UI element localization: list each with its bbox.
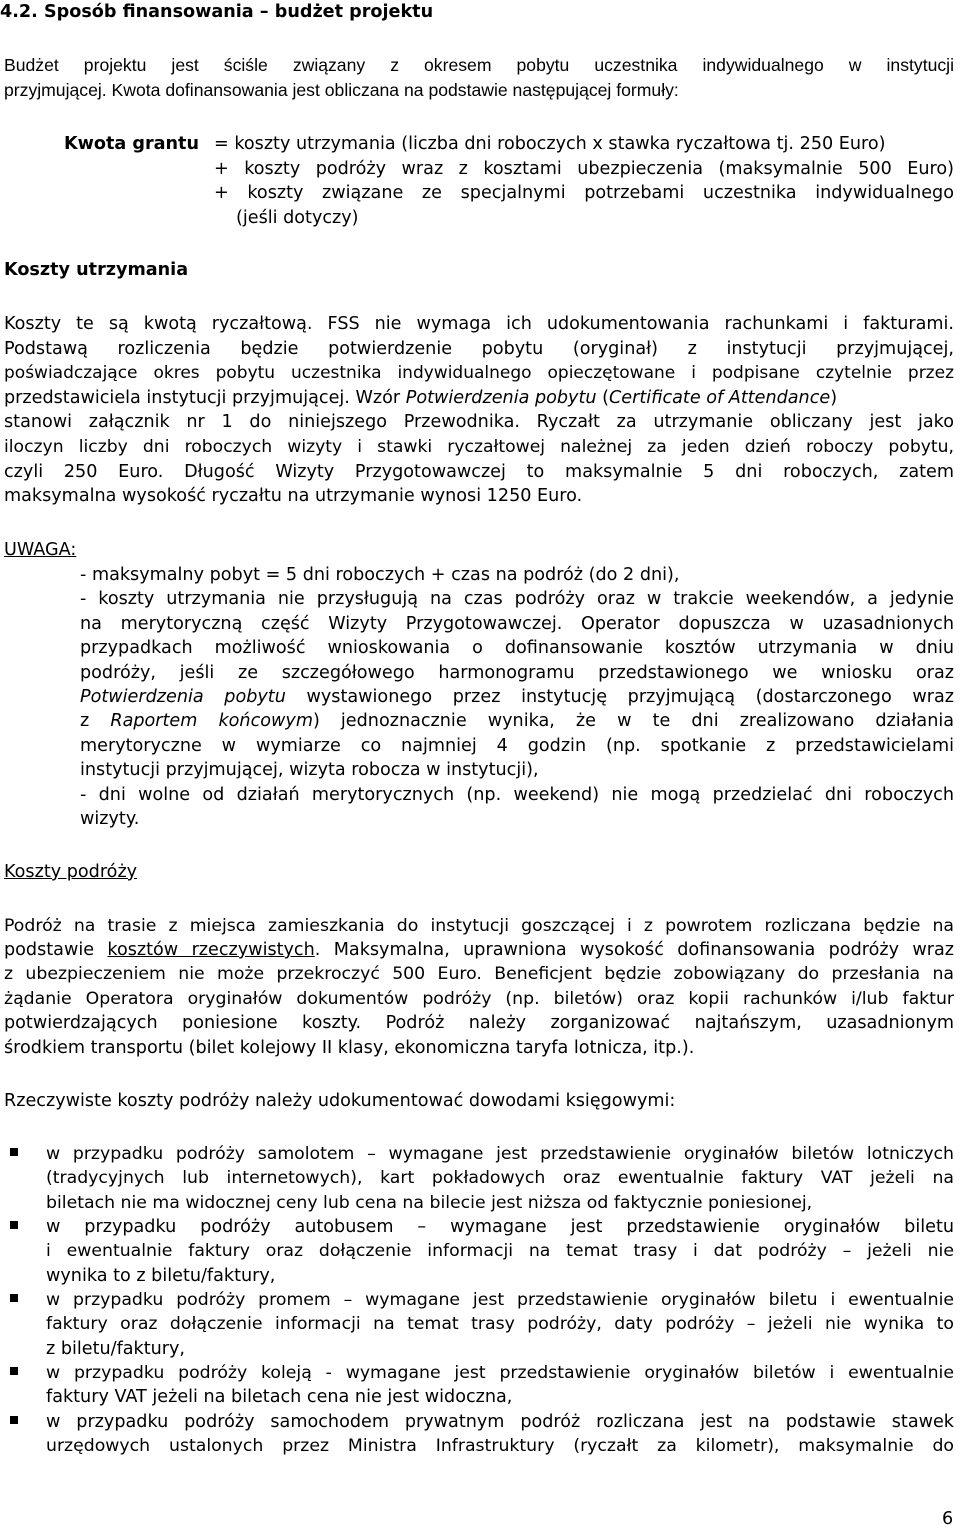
wzor-paren-open: (: [596, 388, 609, 408]
bullet-5-line-2: urzędowych ustalonych przez Ministra Infrastruktury (ryczałt za kilometr), maksymalnie do: [46, 1436, 954, 1456]
podroz-line-1: Podróż na trasie z miejsca zamieszkania do instytucji goszczącej i z powrotem rozliczana będzie na: [4, 916, 954, 936]
uwaga-line-7-italic: Raportem końcowym: [110, 711, 313, 731]
formula-line-3: + koszty związane ze specjalnymi potrzebami uczestnika indywidualnego: [214, 183, 954, 203]
section-title: 4.2. Sposób finansowania – budżet projektu: [0, 2, 434, 22]
bullet-3-line-2: faktury oraz dołączenie informacji na temat trasy podróży, daty podróży – jeżeli nie wynika to: [46, 1314, 954, 1334]
uwaga-line-10: - dni wolne od działań merytorycznych (np. weekend) nie mogą przedzielać dni roboczych: [80, 785, 954, 805]
intro-line-1: Budżet projektu jest ściśle związany z okresem pobytu uczestnika indywidualnego w instytucji: [4, 55, 954, 75]
bullet-5-line-1: w przypadku podróży samochodem prywatnym podróż rozliczana jest na podstawie stawek: [46, 1412, 954, 1432]
bullet-4-line-1: w przypadku podróży koleją - wymagane jest przedstawienie oryginałów biletów i ewentualnie: [46, 1363, 954, 1383]
podroz-line-5: potwierdzających poniesione koszty. Podróż należy zorganizować najtańszym, uzasadnionym: [4, 1013, 954, 1033]
wzor-italic-2: Certificate of Attendance: [608, 388, 831, 408]
uwaga-line-7: [80, 709, 954, 733]
bullet-square-icon: [10, 1148, 18, 1156]
bullet-1-line-1: w przypadku podróży samolotem – wymagane jest przedstawienie oryginałów biletów lotniczych: [46, 1144, 954, 1164]
uwaga-line-2: - koszty utrzymania nie przysługują na czas podróży oraz w trakcie weekendów, a jedynie: [80, 589, 954, 609]
uwaga-line-6-rest: wystawionego przez instytucję przyjmującą (dostarczonego wraz: [285, 687, 954, 707]
uwaga-line-6-italic: Potwierdzenia pobytu: [80, 687, 286, 707]
uwaga-line-7-rest: ) jednoznacznie wynika, że w te dni zrealizowano działania: [312, 711, 955, 731]
uwaga-line-3: na merytoryczną część Wizyty Przygotowawczej. Operator dopuszcza w uzasadnionych: [80, 614, 954, 634]
wzor-italic-1: Potwierdzenia pobytu: [405, 388, 597, 408]
uwaga-line-1: - maksymalny pobyt = 5 dni roboczych + czas na podróż (do 2 dni),: [80, 565, 680, 585]
formula-label: Kwota grantu: [64, 134, 199, 154]
bullet-square-icon: [10, 1367, 18, 1375]
podroz-line-4: żądanie Operatora oryginałów dokumentów podróży (np. biletów) oraz kopii rachunków i/lub faktur: [4, 989, 954, 1009]
formula-line-4: (jeśli dotyczy): [236, 208, 359, 228]
utrzymanie-line-6: iloczyn liczby dni roboczych wizyty i stawki ryczałtowej należnej za jeden dzień roboczy pobytu,: [4, 437, 954, 457]
formula-line-1: = koszty utrzymania (liczba dni roboczych x stawka ryczałtowa tj. 250 Euro): [214, 134, 886, 154]
uwaga-line-5: podróży, jeśli ze szczegółowego harmonogramu przedstawionego we wniosku oraz: [80, 663, 954, 683]
utrzymanie-line-3: poświadczające okres pobytu uczestnika indywidualnego opieczętowane i podpisane czytelnie przez: [4, 363, 954, 383]
bullet-1-line-2: (tradycyjnych lub internetowych), kart pokładowych oraz ewentualnie faktury VAT jeżeli na: [46, 1168, 954, 1188]
bullet-3-line-3: z biletu/faktury,: [46, 1339, 186, 1359]
podroz-heading: Koszty podróży: [4, 862, 138, 882]
bullet-square-icon: [10, 1416, 18, 1424]
uwaga-line-11: wizyty.: [80, 809, 140, 829]
bullet-3-line-1: w przypadku podróży promem – wymagane jest przedstawienie oryginałów biletu i ewentualnie: [46, 1290, 954, 1310]
formula-line-2: + koszty podróży wraz z kosztami ubezpieczenia (maksymalnie 500 Euro): [214, 159, 954, 179]
uwaga-heading: UWAGA:: [4, 540, 77, 560]
uwaga-line-9: instytucji przyjmującej, wizyta robocza w instytucji),: [80, 760, 539, 780]
podroz-line-2: [4, 938, 954, 962]
bullet-2-line-3: wynika to z biletu/faktury,: [46, 1266, 276, 1286]
uwaga-line-6: [80, 685, 954, 709]
podroz-line-6: środkiem transportu (bilet kolejowy II klasy, ekonomiczna taryfa lotnicza, itp.).: [4, 1038, 695, 1058]
bullet-2-line-1: w przypadku podróży autobusem – wymagane jest przedstawienie oryginałów biletu: [46, 1217, 954, 1237]
intro-line-2: przyjmującej. Kwota dofinansowania jest obliczana na podstawie następującej formuły:: [4, 80, 679, 100]
uwaga-line-4: przypadkach możliwość wnioskowania o dofinansowanie kosztów utrzymania w dniu: [80, 638, 954, 658]
koszty-rzeczywiste-link[interactable]: kosztów rzeczywistych: [107, 940, 315, 960]
uwaga-line-8: merytoryczne w wymiarze co najmniej 4 godzin (np. spotkanie z przedstawicielami: [80, 736, 954, 756]
bullet-2-line-2: i ewentualnie faktury oraz dołączenie informacji na temat trasy i dat podróży – jeżeli nie: [46, 1241, 954, 1261]
utrzymanie-line-1: Koszty te są kwotą ryczałtową. FSS nie wymaga ich udokumentowania rachunkami i fakturami.: [4, 314, 954, 334]
uwaga-line-7-pre: z: [80, 711, 111, 731]
utrzymanie-heading: Koszty utrzymania: [4, 260, 189, 280]
utrzymanie-line-7: czyli 250 Euro. Długość Wizyty Przygotowawczej to maksymalnie 5 dni roboczych, zatem: [4, 462, 954, 482]
podroz-line-3: z ubezpieczeniem nie może przekroczyć 500 Euro. Beneficjent będzie zobowiązany do przesłania na: [4, 964, 954, 984]
utrzymanie-line-5: stanowi załącznik nr 1 do niniejszego Przewodnika. Ryczałt za utrzymanie obliczany jest jako: [4, 412, 954, 432]
page-number: 6: [942, 1509, 954, 1529]
podroz-line-2-rest: . Maksymalna, uprawniona wysokość dofinansowania podróży wraz: [314, 940, 955, 960]
bullet-square-icon: [10, 1221, 18, 1229]
wzor-text: przedstawiciela instytucji przyjmującej. Wzór: [4, 388, 406, 408]
bullet-square-icon: [10, 1294, 18, 1302]
podroz-line-2-pre: podstawie: [4, 940, 108, 960]
bullet-4-line-2: faktury VAT jeżeli na biletach cena nie jest widoczna,: [46, 1387, 513, 1407]
utrzymanie-line-wzor: [4, 386, 837, 410]
utrzymanie-line-8: maksymalna wysokość ryczałtu na utrzymanie wynosi 1250 Euro.: [4, 486, 583, 506]
podroz-evidence-intro: Rzeczywiste koszty podróży należy udokumentować dowodami księgowymi:: [4, 1091, 676, 1111]
utrzymanie-line-2: Podstawą rozliczenia będzie potwierdzenie pobytu (oryginał) z instytucji przyjmującej,: [4, 339, 954, 359]
wzor-paren-close: ): [830, 388, 838, 408]
bullet-1-line-3: biletach nie ma widocznej ceny lub cena na bilecie jest niższa od faktycznie poniesionej,: [46, 1193, 813, 1213]
